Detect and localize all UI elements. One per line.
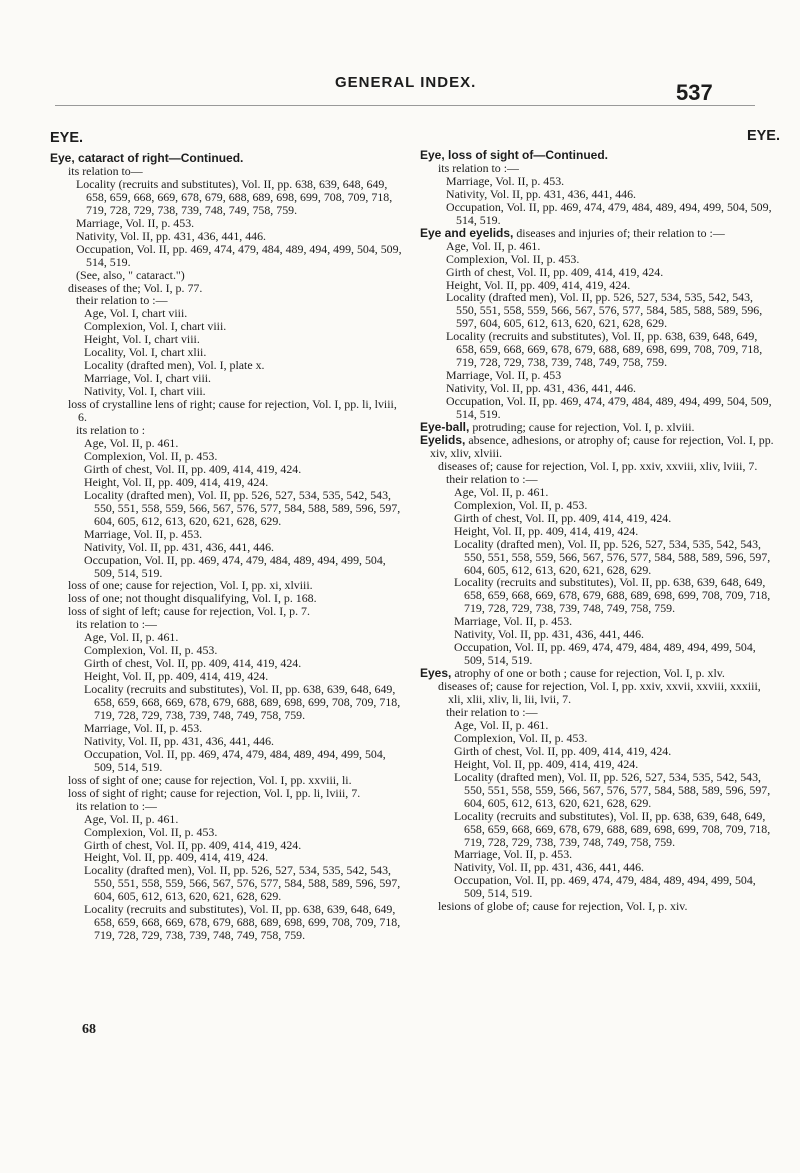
entry-text: Nativity, Vol. II, pp. 431, 436, 441, 446. <box>84 733 275 748</box>
entry-text: Locality (drafted men), Vol. II, pp. 526, 527, 534, 535, 542, 543, 550, 551, 558, 559, 566, 567, 576, 577, 584, 588, 589, 596, 597, 604, 605, 612, 613, 620, 621, 628, 629. <box>84 487 401 528</box>
entry-text: Locality (drafted men), Vol. II, pp. 526, 527, 534, 535, 542, 543, 550, 551, 558, 559, 566, 567, 576, 577, 584, 588, 589, 596, 597, 604, 605, 612, 613, 620, 621, 628, 629. <box>84 863 401 904</box>
index-entry <box>420 434 775 460</box>
index-entry <box>50 489 405 528</box>
index-entry <box>50 178 405 217</box>
entry-text: Locality (recruits and substitutes), Vol. II, pp. 638, 639, 648, 649, 658, 659, 668, 669, 678, 679, 688, 689, 698, 699, 708, 709, 718, 719, 728, 729, 738, 739, 748, 749, 758, 759. <box>446 329 763 370</box>
entry-text: its relation to :— <box>76 617 157 632</box>
entry-text: Girth of chest, Vol. II, pp. 409, 414, 419, 424. <box>446 264 664 279</box>
entry-heading: Eye, loss of sight of—Continued. <box>420 148 609 162</box>
index-entry <box>50 748 405 774</box>
entry-text: loss of one; not thought disqualifying, Vol. I, p. 168. <box>68 591 317 606</box>
left-column-heading: EYE. <box>50 130 84 146</box>
entry-heading: Eyes, <box>420 666 452 681</box>
index-entry <box>420 330 775 369</box>
entry-text: Locality (recruits and substitutes), Vol. II, pp. 638, 639, 648, 649, 658, 659, 668, 669, 678, 679, 688, 689, 698, 699, 708, 709, 718, 719, 728, 729, 738, 739, 748, 749, 758, 759. <box>84 682 401 722</box>
entry-text: diseases and injuries of; their relation to :— <box>513 225 725 240</box>
entry-text: Locality (drafted men), Vol. II, pp. 526, 527, 534, 535, 542, 543, 550, 551, 558, 559, 566, 567, 576, 577, 584, 588, 589, 596, 597, 604, 605, 612, 613, 620, 621, 628, 629. <box>454 536 771 577</box>
entry-text: loss of crystalline lens of right; cause for rejection, Vol. I, pp. li, lviii, 6. <box>68 397 397 425</box>
entry-text: diseases of; cause for rejection, Vol. I, pp. xxiv, xxvii, xxviii, xxxiii, xli, xlii, xliv, li, lii, lvii, 7. <box>438 679 761 707</box>
entry-text: Nativity, Vol. I, chart viii. <box>84 384 206 399</box>
entry-text: Age, Vol. II, p. 461. <box>454 717 549 732</box>
index-entry <box>50 864 405 903</box>
left-column <box>50 130 405 942</box>
right-column-heading: EYE. <box>746 128 780 144</box>
entry-text: their relation to :— <box>446 471 538 486</box>
entry-text: lesions of globe of; cause for rejection, Vol. I, p. xiv. <box>438 899 688 914</box>
entry-heading: Eye-ball, <box>420 420 470 435</box>
entry-text: Occupation, Vol. II, pp. 469, 474, 479, 484, 489, 494, 499, 504, 509, 514, 519. <box>446 199 772 227</box>
index-entry <box>50 903 405 942</box>
entry-text: Nativity, Vol. II, pp. 431, 436, 441, 446. <box>446 186 637 201</box>
entry-text: Height, Vol. II, pp. 409, 414, 419, 424. <box>446 277 631 292</box>
running-header-title: GENERAL INDEX. <box>335 74 477 91</box>
entry-text: Locality (recruits and substitutes), Vol. II, pp. 638, 639, 648, 649, 658, 659, 668, 669, 678, 679, 688, 689, 698, 699, 708, 709, 718, 719, 728, 729, 738, 739, 748, 749, 758, 759. <box>84 902 401 943</box>
entry-text: Height, Vol. II, pp. 409, 414, 419, 424. <box>454 523 639 538</box>
entry-text: Complexion, Vol. II, p. 453. <box>446 251 580 266</box>
entry-text: Complexion, Vol. II, p. 453. <box>84 448 218 463</box>
entry-text: Occupation, Vol. II, pp. 469, 474, 479, 484, 489, 494, 499, 504, 509, 514, 519. <box>454 640 756 668</box>
entry-text: their relation to :— <box>76 293 168 308</box>
entry-text: Complexion, Vol. II, p. 453. <box>84 643 218 658</box>
entry-text: Marriage, Vol. II, p. 453. <box>454 847 573 862</box>
entry-text: Height, Vol. II, pp. 409, 414, 419, 424. <box>454 756 639 771</box>
entry-text: Age, Vol. II, p. 461. <box>446 238 541 253</box>
entry-text: Complexion, Vol. I, chart viii. <box>84 319 227 334</box>
index-entry <box>420 874 775 900</box>
entry-text: Occupation, Vol. II, pp. 469, 474, 479, 484, 489, 494, 499, 504, 509, 514, 519. <box>454 873 756 901</box>
right-column <box>420 128 780 914</box>
entry-text: Occupation, Vol. II, pp. 469, 474, 479, 484, 489, 494, 499, 504, 509, 514, 519. <box>84 746 386 774</box>
entry-text: Age, Vol. II, p. 461. <box>84 435 179 450</box>
entry-text: loss of sight of left; cause for rejection, Vol. I, p. 7. <box>68 604 310 619</box>
entry-text: its relation to :— <box>438 160 519 175</box>
header-rule <box>55 105 755 106</box>
entry-text: Locality (drafted men), Vol. II, pp. 526, 527, 534, 535, 542, 543, 550, 551, 558, 559, 566, 567, 576, 577, 584, 585, 588, 589, 596, 597, 604, 605, 612, 613, 620, 621, 628, 629. <box>446 290 763 331</box>
entry-text: Occupation, Vol. II, pp. 469, 474, 479, 484, 489, 494, 499, 504, 509, 514, 519. <box>446 394 772 422</box>
entry-text: Age, Vol. II, p. 461. <box>84 630 179 645</box>
entry-text: Girth of chest, Vol. II, pp. 409, 414, 419, 424. <box>454 510 672 525</box>
left-entries <box>50 152 405 942</box>
entry-text: Locality (drafted men), Vol. I, plate x. <box>84 358 265 373</box>
entry-text: Locality (recruits and substitutes), Vol. II, pp. 638, 639, 648, 649, 658, 659, 668, 669, 678, 679, 688, 689, 698, 699, 708, 709, 718, 719, 728, 729, 738, 739, 748, 749, 758, 759. <box>76 176 393 217</box>
entry-text: Marriage, Vol. II, p. 453. <box>84 526 203 541</box>
entry-text: Occupation, Vol. II, pp. 469, 474, 479, 484, 489, 494, 499, 504, 509, 514, 519. <box>84 552 386 580</box>
index-entry <box>420 291 775 330</box>
entry-text: its relation to :— <box>76 798 157 813</box>
entry-text: Nativity, Vol. II, pp. 431, 436, 441, 446. <box>454 627 645 642</box>
entry-heading: Eye, cataract of right—Continued. <box>50 151 244 165</box>
entry-text: diseases of the; Vol. I, p. 77. <box>68 280 203 295</box>
entry-text: Complexion, Vol. II, p. 453. <box>84 824 218 839</box>
entry-text: Complexion, Vol. II, p. 453. <box>454 730 588 745</box>
entry-text: Height, Vol. II, pp. 409, 414, 419, 424. <box>84 474 269 489</box>
entry-text: absence, adhesions, or atrophy of; cause for rejection, Vol. I, pp. xiv, xliv, xlviii. <box>430 432 774 460</box>
entry-text: Age, Vol. II, p. 461. <box>84 811 179 826</box>
entry-text: Age, Vol. II, p. 461. <box>454 484 549 499</box>
entry-text: Marriage, Vol. II, p. 453. <box>76 215 195 230</box>
entry-text: Girth of chest, Vol. II, pp. 409, 414, 419, 424. <box>84 656 302 671</box>
index-entry <box>50 554 405 580</box>
index-entry <box>50 683 405 722</box>
entry-text: Locality (drafted men), Vol. II, pp. 526, 527, 534, 535, 542, 543, 550, 551, 558, 559, 566, 567, 576, 577, 584, 588, 589, 596, 597, 604, 605, 612, 613, 620, 621, 628, 629. <box>454 769 771 810</box>
index-entry <box>420 201 775 227</box>
index-entry <box>420 395 775 421</box>
index-entry <box>420 900 775 913</box>
entry-text: Nativity, Vol. II, pp. 431, 436, 441, 446. <box>454 860 645 875</box>
entry-text: atrophy of one or both ; cause for rejection, Vol. I, p. xlv. <box>451 666 725 681</box>
entry-text: Marriage, Vol. II, p. 453. <box>84 720 203 735</box>
entry-text: Girth of chest, Vol. II, pp. 409, 414, 419, 424. <box>454 743 672 758</box>
entry-text: diseases of; cause for rejection, Vol. I, pp. xxiv, xxviii, xliv, lviii, 7. <box>438 458 758 473</box>
index-entry <box>50 398 405 424</box>
entry-text: Nativity, Vol. II, pp. 431, 436, 441, 446. <box>446 381 637 396</box>
entry-text: Height, Vol. I, chart viii. <box>84 332 200 347</box>
entry-text: Locality, Vol. I, chart xlii. <box>84 345 207 360</box>
entry-text: Complexion, Vol. II, p. 453. <box>454 497 588 512</box>
entry-text: Nativity, Vol. II, pp. 431, 436, 441, 446. <box>76 228 267 243</box>
entry-heading: Eyelids, <box>420 432 466 447</box>
index-entry <box>420 771 775 810</box>
entry-text: Height, Vol. II, pp. 409, 414, 419, 424. <box>84 850 269 865</box>
page-number: 537 <box>676 80 713 105</box>
index-entry <box>420 576 775 615</box>
entry-text: (See, also, " cataract.") <box>76 267 185 282</box>
entry-text: Marriage, Vol. II, p. 453. <box>454 614 573 629</box>
entry-text: Occupation, Vol. II, pp. 469, 474, 479, 484, 489, 494, 499, 504, 509, 514, 519. <box>76 241 402 269</box>
entry-text: Marriage, Vol. II, p. 453. <box>446 173 565 188</box>
entry-text: Marriage, Vol. I, chart viii. <box>84 371 212 386</box>
entry-text: loss of sight of right; cause for rejection, Vol. I, pp. li, lviii, 7. <box>68 785 361 800</box>
signature-mark: 68 <box>82 1022 96 1037</box>
entry-text: Girth of chest, Vol. II, pp. 409, 414, 419, 424. <box>84 837 302 852</box>
index-entry <box>420 680 775 706</box>
index-entry <box>50 243 405 269</box>
entry-text: Locality (recruits and substitutes), Vol. II, pp. 638, 639, 648, 649, 658, 659, 668, 669, 678, 679, 688, 689, 698, 699, 708, 709, 718, 719, 728, 729, 738, 739, 748, 749, 758, 759. <box>454 575 771 616</box>
entry-text: Marriage, Vol. II, p. 453 <box>446 368 562 383</box>
entry-text: Locality (recruits and substitutes), Vol. II, pp. 638, 639, 648, 649, 658, 659, 668, 669, 678, 679, 688, 689, 698, 699, 708, 709, 718, 719, 728, 729, 738, 739, 748, 749, 758, 759. <box>454 808 771 849</box>
entry-text: Height, Vol. II, pp. 409, 414, 419, 424. <box>84 669 269 684</box>
index-entry <box>420 538 775 577</box>
entry-text: its relation to : <box>76 423 146 438</box>
entry-text: Girth of chest, Vol. II, pp. 409, 414, 419, 424. <box>84 461 302 476</box>
index-entry <box>420 641 775 667</box>
entry-text: their relation to :— <box>446 704 538 719</box>
entry-text: protruding; cause for rejection, Vol. I, p. xlviii. <box>469 420 695 435</box>
entry-text: loss of sight of one; cause for rejection, Vol. I, pp. xxviii, li. <box>68 772 352 787</box>
entry-heading: Eye and eyelids, <box>420 225 514 240</box>
entry-text: Nativity, Vol. II, pp. 431, 436, 441, 446. <box>84 539 275 554</box>
entry-text: Age, Vol. I, chart viii. <box>84 306 188 321</box>
entry-text: loss of one; cause for rejection, Vol. I, pp. xi, xlviii. <box>68 578 313 593</box>
right-entries <box>420 149 775 913</box>
index-entry <box>420 810 775 849</box>
entry-text: its relation to— <box>68 163 143 178</box>
